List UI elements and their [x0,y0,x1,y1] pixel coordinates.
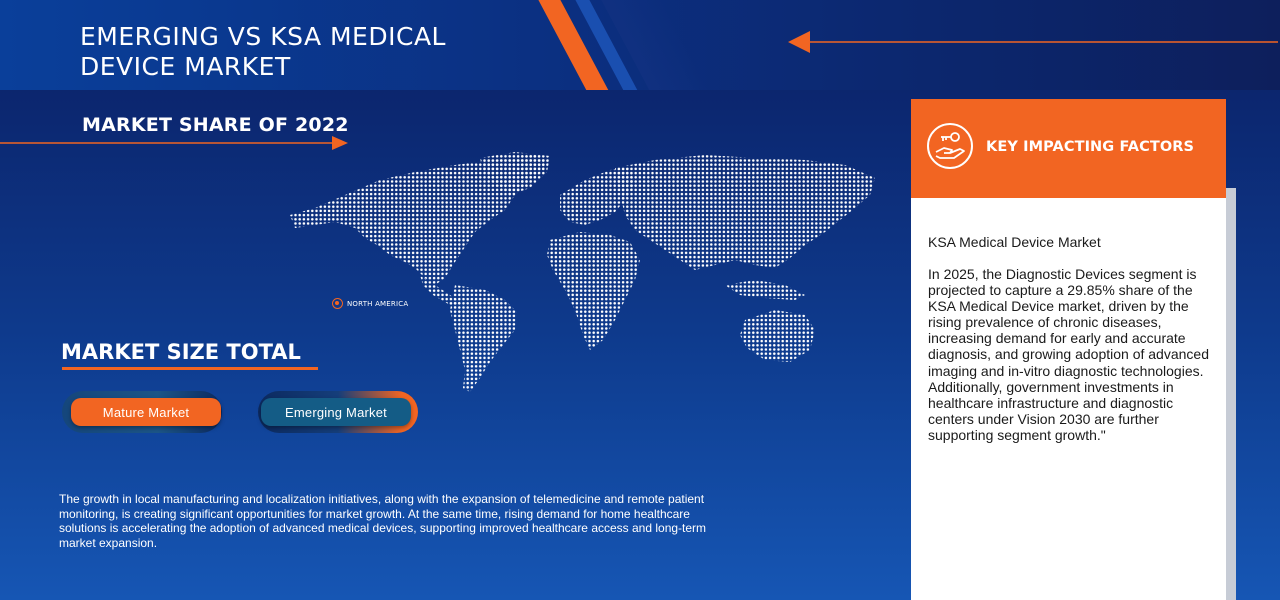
market-share-title: MARKET SHARE OF 2022 [82,114,349,136]
key-factors-subtitle: KSA Medical Device Market [928,234,1101,250]
location-pin-icon [332,298,343,309]
mature-market-button[interactable]: Mature Market [71,398,221,426]
divider [62,367,318,370]
page-title: EMERGING VS KSA MEDICAL DEVICE MARKET [80,22,446,81]
decor-stripe [596,0,720,90]
mature-market-wrapper [62,391,222,433]
market-size-title: MARKET SIZE TOTAL [61,340,301,364]
key-factors-panel [911,198,1226,600]
key-factors-title: KEY IMPACTING FACTORS [986,139,1195,155]
header-banner [0,0,1280,90]
arrow-right-icon [0,135,350,151]
emerging-market-wrapper [258,391,418,433]
world-map-image [285,150,885,395]
market-description: The growth in local manufacturing and localization initiatives, along with the expansion of telemedicine and remote patient monitoring, is creating significant opportunities for market growth. At the same time, rising demand for home healthcare solutions is accelerating the adoption of advanced medical devices, supporting improved healthcare access and long-term market expansion. [59,492,707,550]
arrow-left-icon [788,30,1278,54]
hand-with-key-icon [926,122,974,170]
key-factors-header [911,99,1226,198]
map-marker-north-america [332,298,408,309]
map-marker-label: NORTH AMERICA [347,299,409,308]
key-factors-text: In 2025, the Diagnostic Devices segment is projected to capture a 29.85% share of the KSA Medical Device market, driven by the rising prevalence of chronic diseases, increasing demand for early and accurate diagnosis, and growing adoption of advanced imaging and in-vitro diagnostic technologies. Additionally, government investments in healthcare infrastructure and diagnostic centers under Vision 2030 are further supporting segment growth." [928,266,1209,443]
emerging-market-button[interactable]: Emerging Market [261,398,411,426]
